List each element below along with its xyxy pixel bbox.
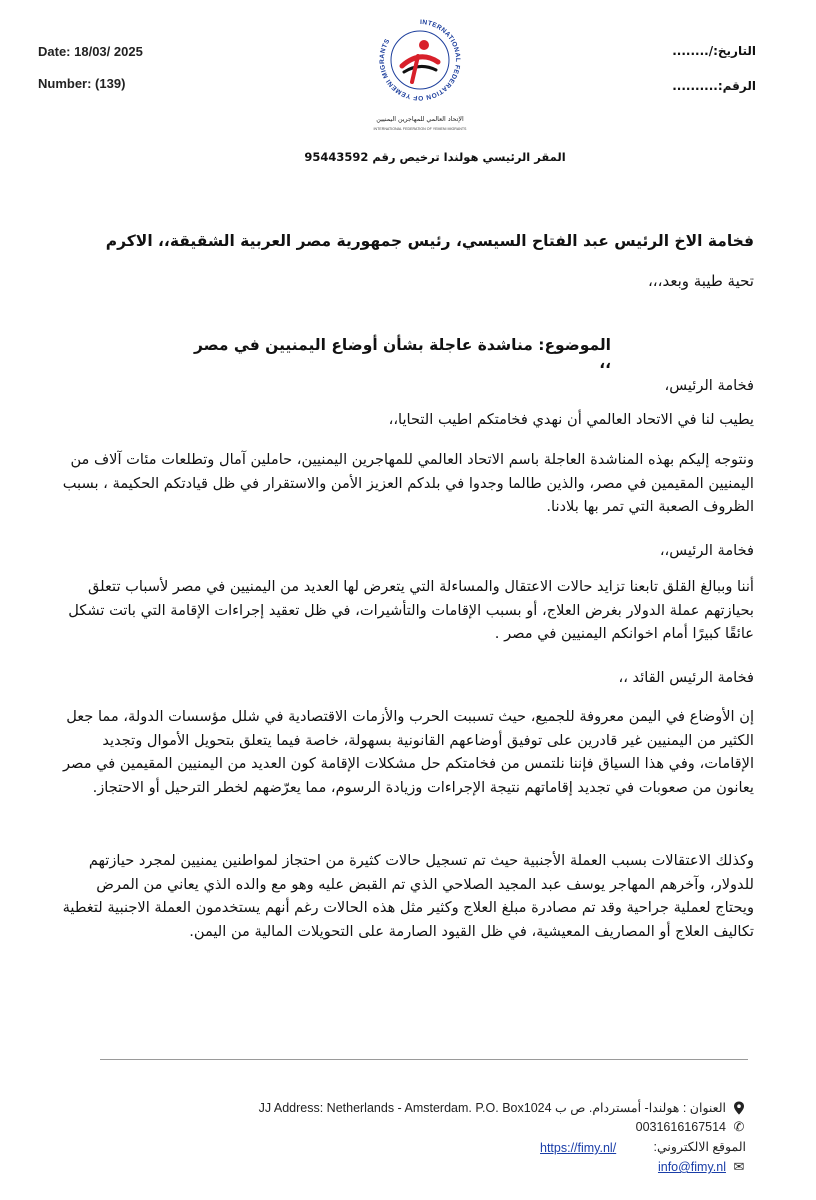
footer-email xyxy=(658,1160,746,1174)
addressee: فخامة الاخ الرئيس عبد الفتاح السيسي، رئيس جمهورية مصر العربية الشقيقة،، الاكرم xyxy=(105,232,754,250)
svg-text:INTERNATIONAL FEDERATION OF YE: INTERNATIONAL FEDERATION OF YEMENI MIGRANTS xyxy=(373,127,467,131)
intro-line: يطيب لنا في الاتحاد العالمي أن نهدي فخامتكم اطيب التحايا،، xyxy=(388,411,754,428)
subject-line: الموضوع: مناشدة عاجلة بشأن أوضاع اليمنيين في مصر ،، xyxy=(194,336,611,372)
paragraph-3: إن الأوضاع في اليمن معروفة للجميع، حيث تسببت الحرب والأزمات الاقتصادية في شلل مؤسسات الدولة، مما جعل الكثير من اليمنيين غير قادرين على توفيق أوضاعهم القانونية بسهولة، خاصة فيما يتعلق بتحويل الأموال وتجديد الإقامات، وفي هذا السياق فإننا نلتمس من فخامتكم حل مشكلات الإقامة كون العديد من اليمنيين المقيمين في مصر يعانون من صعوبات في تجديد إقاماتهم نتيجة الإجراءات وزيادة الرسوم، مما يعرّضهم لخطر الترحيل أو الاحتجاز. xyxy=(62,708,754,796)
federation-logo xyxy=(372,10,468,140)
footer-phone xyxy=(636,1120,746,1134)
email-icon: ✉ xyxy=(733,1159,745,1174)
number-en: Number: (139) xyxy=(38,76,126,91)
hq-license-line: المقر الرئيسي هولندا ترخيص رقم 95443592 xyxy=(304,150,566,164)
footer-divider xyxy=(100,1059,748,1060)
footer-website-label xyxy=(654,1139,746,1154)
footer-address xyxy=(259,1100,746,1115)
paragraph-4: وكذلك الاعتقالات بسبب العملة الأجنبية حيث تم تسجيل حالات كثيرة من احتجاز لمواطنين يمنيين لمجرد حيازتهم للدولار، وآخرهم المهاجر يوسف عبد المجيد الصلاحي الذي تم القبض عليه وهو مع والده الذي يعاني من المرض ويحتاج لعملية جراحية وقد تم مصادرة مبلغ العلاج وكثير مثل هذه الحالات رغم أنهم يستخدمون العملة الاجنبية لتغطية تكاليف العلاج أو المصاريف المعيشية، في ظل القيود الصارمة على التحويلات المالية من اليمن. xyxy=(62,852,754,940)
svg-text:الإتحاد العالمي للمهاجرين اليم: الإتحاد العالمي للمهاجرين اليمنيين xyxy=(376,116,464,123)
greeting: تحية طيبة وبعد،،، xyxy=(647,272,754,290)
footer-website xyxy=(540,1141,616,1155)
date-en: Date: 18/03/ 2025 xyxy=(38,44,143,59)
phone-number: 0031616167514 xyxy=(635,1120,726,1134)
address-text: العنوان : هولندا- أمستردام. ص ب JJ Address: Netherlands - Amsterdam. P.O. Box1024 xyxy=(258,1101,726,1115)
federation-logo-mark xyxy=(372,10,468,140)
salutation-3: فخامة الرئيس القائد ،، xyxy=(618,669,754,686)
email-link[interactable]: info@fimy.nl xyxy=(657,1160,726,1174)
salutation-2: فخامة الرئيس،، xyxy=(659,542,754,559)
date-ar: التاريخ:/........ xyxy=(672,44,756,58)
paragraph-2: أننا وببالغ القلق تابعنا تزايد حالات الاعتقال والمساءلة التي يتعرض لها العديد من اليمنيين في مصر لأسباب تتعلق بحيازتهم عملة الدولار بغرض العلاج، أو بسبب الإقامات والتأشيرات، في ظل تعقيد إجراءات الإقامة التي باتت تشكل عائقًا كبيرًا أمام اخوانكم اليمنيين في مصر . xyxy=(68,578,754,642)
salutation-1: فخامة الرئيس، xyxy=(664,377,754,394)
paragraph-1: ونتوجه إليكم بهذه المناشدة العاجلة باسم الاتحاد العالمي للمهاجرين اليمنيين، حاملين آمال وتطلعات مئات آلاف من اليمنيين المقيمين في مصر، والذين طالما وجدوا في بلدكم العزيز الأمن والاستقرار في ظل قيادتكم الحكيمة ، بسبب الظروف الصعبة التي تمر بها بلادنا. xyxy=(62,451,754,515)
website-label: الموقع الالكتروني: xyxy=(653,1140,746,1154)
website-link[interactable]: https://fimy.nl/ xyxy=(540,1141,617,1155)
location-pin-icon xyxy=(732,1101,746,1115)
svg-text:INTERNATIONAL FEDERATION OF YE: INTERNATIONAL FEDERATION OF YEMENI MIGRANTS xyxy=(378,18,461,102)
phone-icon: ✆ xyxy=(733,1119,745,1134)
number-ar: الرقم:.......... xyxy=(672,79,756,93)
